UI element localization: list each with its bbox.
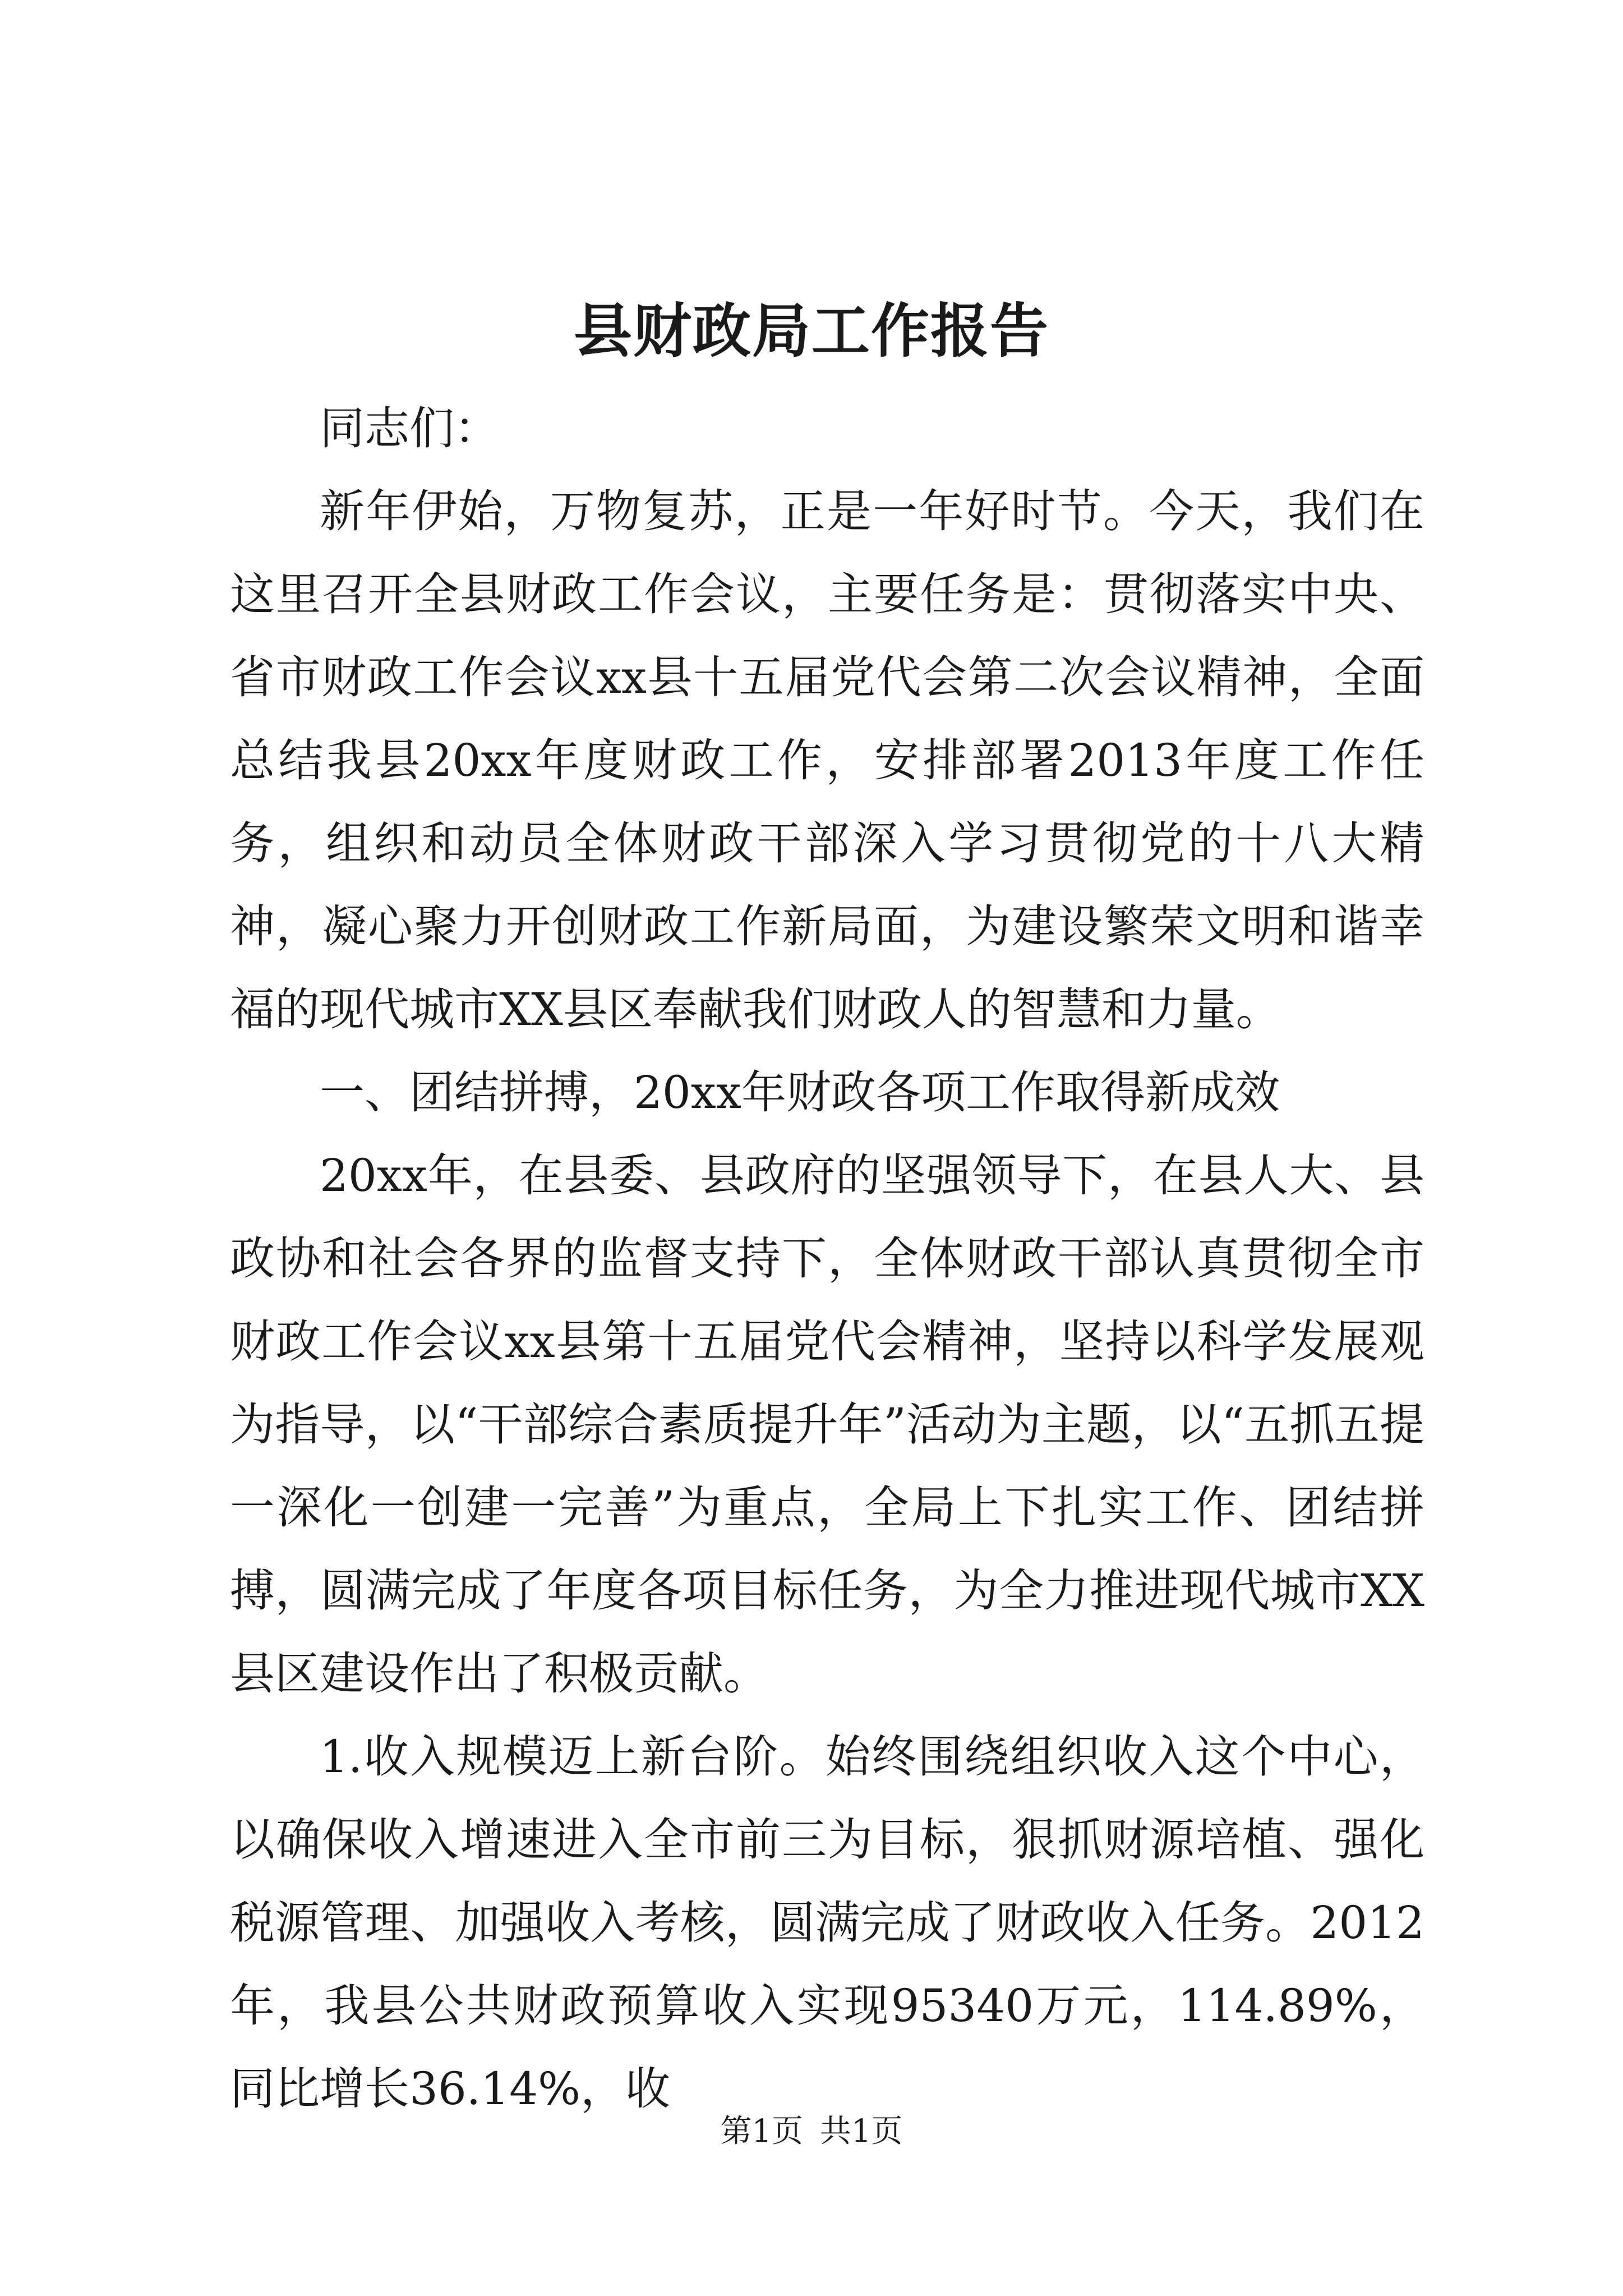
paragraph-revenue: 1.收入规模迈上新台阶。始终围绕组织收入这个中心，以确保收入增速进入全市前三为目标，狠抓财源培植、强化税源管理、加强收入考核，圆满完成了财政收入任务。2012年，我县公共财政预算收入实现95340万元，114.89%，同比增长36.14%，收 bbox=[230, 1731, 1424, 2115]
page-footer bbox=[0, 2109, 1623, 2154]
document-title: 县财政局工作报告 bbox=[573, 296, 1049, 365]
salutation: 同志们： bbox=[320, 402, 499, 454]
section-heading-1: 一、团结拼搏，20xx年财政各项工作取得新成效 bbox=[320, 1066, 1280, 1119]
page-number: 第1页 bbox=[720, 2113, 804, 2150]
paragraph-summary: 20xx年，在县委、县政府的坚强领导下，在县人大、县政协和社会各界的监督支持下，全体财政干部认真贯彻全市财政工作会议xx县第十五届党代会精神，坚持以科学发展观为指导，以“干部综合素质提升年”活动为主题，以“五抓五提一深化一创建一完善”为重点，全局上下扎实工作、团结拼搏，圆满完成了年度各项目标任务，为全力推进现代城市XX县区建设作出了积极贡献。 bbox=[230, 1149, 1424, 1700]
document-body bbox=[230, 387, 1424, 2131]
page-total: 共1页 bbox=[819, 2113, 903, 2150]
paragraph-intro: 新年伊始，万物复苏，正是一年好时节。今天，我们在这里召开全县财政工作会议，主要任务是：贯彻落实中央、省市财政工作会议xx县十五届党代会第二次会议精神，全面总结我县20xx年度财政工作，安排部署2013年度工作任务，组织和动员全体财政干部深入学习贯彻党的十八大精神，凝心聚力开创财政工作新局面，为建设繁荣文明和谐幸福的现代城市XX县区奉献我们财政人的智慧和力量。 bbox=[230, 485, 1424, 1036]
